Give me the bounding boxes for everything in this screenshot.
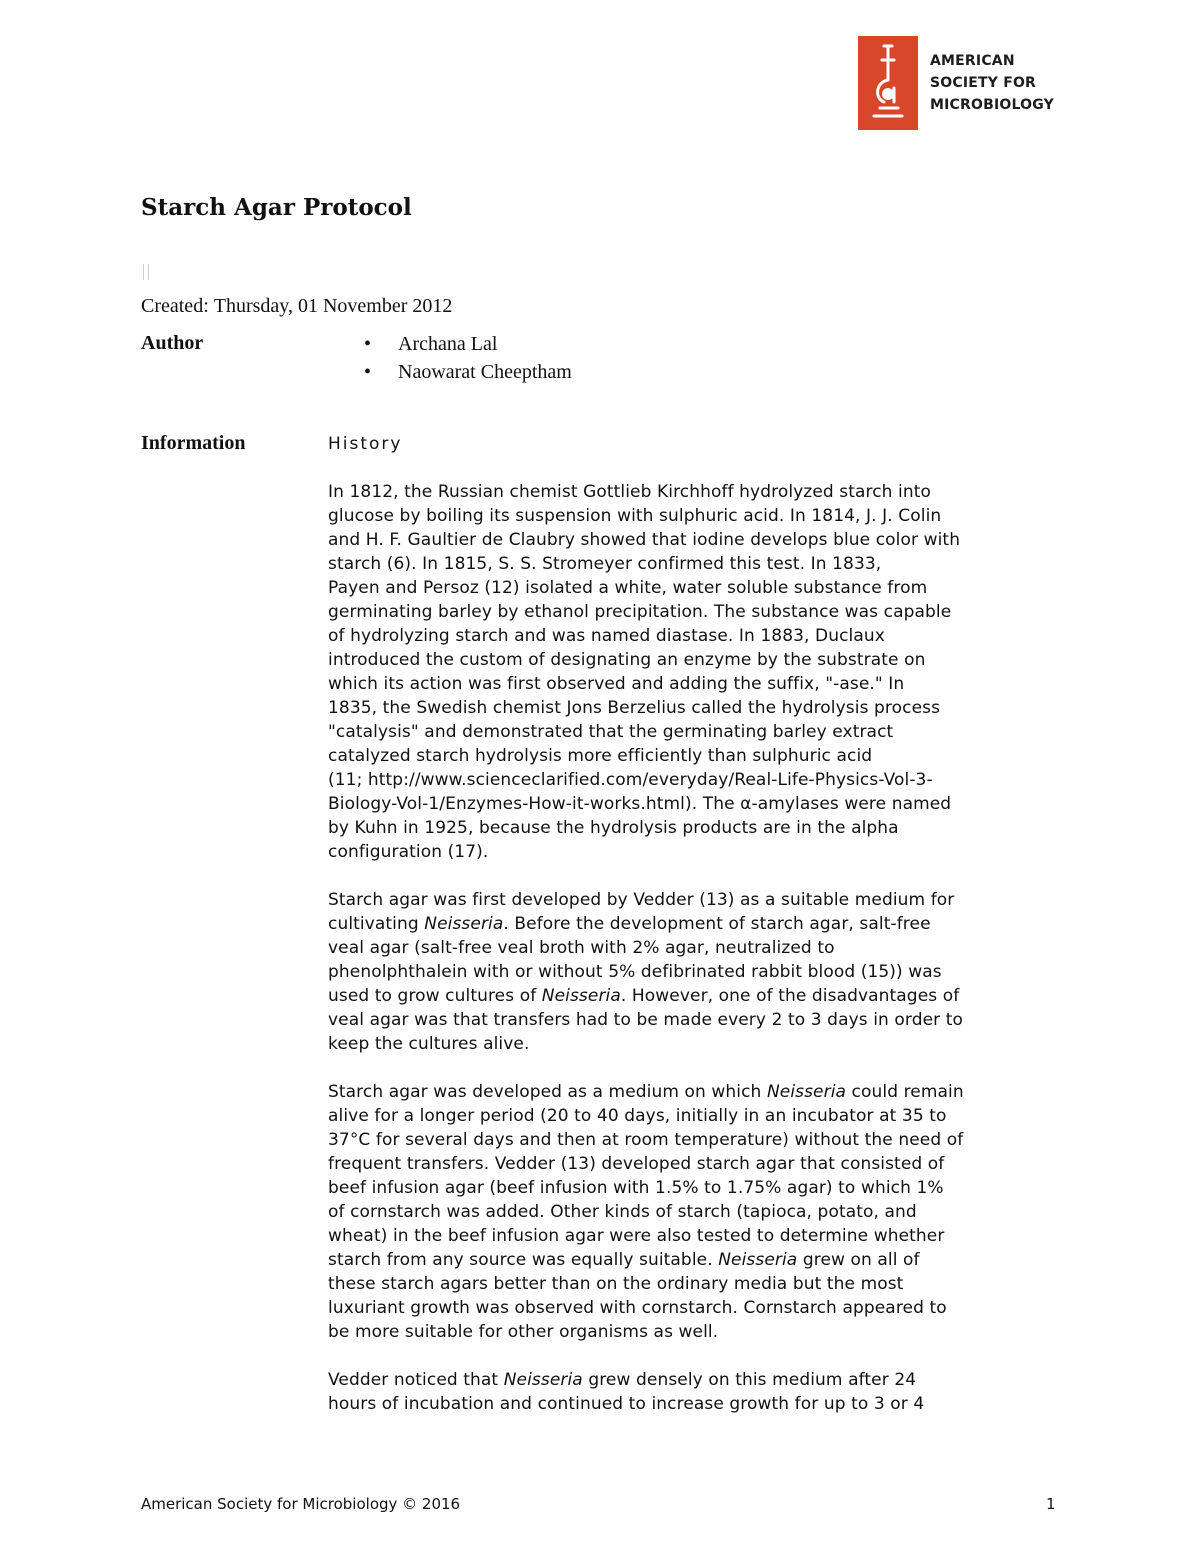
text-line: alive for a longer period (20 to 40 days, initially in an incubator at 35 to bbox=[328, 1106, 947, 1126]
text-line: luxuriant growth was observed with cornstarch. Cornstarch appeared to bbox=[328, 1298, 947, 1318]
text-line: Starch agar was first developed by Vedder (13) as a suitable medium for bbox=[328, 890, 955, 910]
paragraph bbox=[328, 1080, 1068, 1344]
text-line: of hydrolyzing starch and was named diastase. In 1883, Duclaux bbox=[328, 626, 885, 646]
author-name: Naowarat Cheeptham bbox=[398, 361, 572, 383]
logo-text bbox=[930, 50, 1054, 116]
paragraph bbox=[328, 1368, 1068, 1416]
created-date: Thursday, 01 November 2012 bbox=[213, 295, 453, 317]
footer-copyright: American Society for Microbiology © 2016 bbox=[141, 1495, 461, 1513]
text-line: beef infusion agar (beef infusion with 1.5% to 1.75% agar) to which 1% bbox=[328, 1178, 944, 1198]
created-label: Created: bbox=[141, 295, 209, 317]
information-label: Information bbox=[141, 432, 246, 454]
text-line: be more suitable for other organisms as well. bbox=[328, 1322, 719, 1342]
section-heading: History bbox=[328, 434, 403, 454]
text-line: hours of incubation and continued to increase growth for up to 3 or 4 bbox=[328, 1394, 925, 1414]
text-line: starch from any source was equally suitable. Neisseria grew on all of bbox=[328, 1250, 920, 1270]
text-line: cultivating Neisseria. Before the development of starch agar, salt-free bbox=[328, 914, 931, 934]
text-line: Payen and Persoz (12) isolated a white, water soluble substance from bbox=[328, 578, 928, 598]
text-line: which its action was first observed and adding the suffix, "-ase." In bbox=[328, 674, 905, 694]
text-line: starch (6). In 1815, S. S. Stromeyer confirmed this test. In 1833, bbox=[328, 554, 882, 574]
text-line: Vedder noticed that Neisseria grew densely on this medium after 24 bbox=[328, 1370, 917, 1390]
text-line: veal agar was that transfers had to be made every 2 to 3 days in order to bbox=[328, 1010, 964, 1030]
logo-line: MICROBIOLOGY bbox=[930, 97, 1054, 113]
logo-line: AMERICAN bbox=[930, 53, 1015, 69]
history-paragraphs bbox=[328, 480, 1068, 1416]
bullet-icon: • bbox=[364, 333, 372, 355]
asm-logo bbox=[858, 36, 1054, 130]
author-item bbox=[364, 360, 572, 388]
text-line: of cornstarch was added. Other kinds of starch (tapioca, potato, and bbox=[328, 1202, 917, 1222]
text-line: introduced the custom of designating an enzyme by the substrate on bbox=[328, 650, 926, 670]
author-label: Author bbox=[141, 332, 204, 354]
text-line: by Kuhn in 1925, because the hydrolysis products are in the alpha bbox=[328, 818, 899, 838]
text-line: frequent transfers. Vedder (13) developed starch agar that consisted of bbox=[328, 1154, 945, 1174]
text-line: catalyzed starch hydrolysis more efficiently than sulphuric acid bbox=[328, 746, 873, 766]
text-line: 37°C for several days and then at room temperature) without the need of bbox=[328, 1130, 964, 1150]
text-line: glucose by boiling its suspension with sulphuric acid. In 1814, J. J. Colin bbox=[328, 506, 942, 526]
microscope-icon bbox=[858, 36, 918, 130]
text-cursor-marker bbox=[141, 264, 151, 280]
paragraph bbox=[328, 888, 1068, 1056]
text-line: configuration (17). bbox=[328, 842, 489, 862]
information-content bbox=[328, 434, 1068, 1440]
logo-line: SOCIETY FOR bbox=[930, 75, 1037, 91]
text-line: veal agar (salt-free veal broth with 2% agar, neutralized to bbox=[328, 938, 835, 958]
text-line: "catalysis" and demonstrated that the germinating barley extract bbox=[328, 722, 894, 742]
author-name: Archana Lal bbox=[398, 333, 498, 355]
text-line: used to grow cultures of Neisseria. However, one of the disadvantages of bbox=[328, 986, 960, 1006]
paragraph bbox=[328, 480, 1068, 864]
text-line: In 1812, the Russian chemist Gottlieb Kirchhoff hydrolyzed starch into bbox=[328, 482, 932, 502]
text-line: Starch agar was developed as a medium on which Neisseria could remain bbox=[328, 1082, 964, 1102]
bullet-icon: • bbox=[364, 361, 372, 383]
text-line: Biology-Vol-1/Enzymes-How-it-works.html). The α-amylases were named bbox=[328, 794, 952, 814]
page-number: 1 bbox=[1046, 1495, 1056, 1513]
page-title: Starch Agar Protocol bbox=[141, 194, 412, 221]
text-line: and H. F. Gaultier de Claubry showed that iodine develops blue color with bbox=[328, 530, 961, 550]
text-line: phenolphthalein with or without 5% defibrinated rabbit blood (15)) was bbox=[328, 962, 942, 982]
author-list bbox=[364, 332, 572, 388]
text-line: wheat) in the beef infusion agar were also tested to determine whether bbox=[328, 1226, 945, 1246]
author-item bbox=[364, 332, 572, 360]
text-line: germinating barley by ethanol precipitation. The substance was capable bbox=[328, 602, 952, 622]
text-line: these starch agars better than on the ordinary media but the most bbox=[328, 1274, 904, 1294]
text-line: (11; http://www.scienceclarified.com/everyday/Real-Life-Physics-Vol-3- bbox=[328, 770, 933, 790]
created-line bbox=[141, 295, 457, 318]
text-line: 1835, the Swedish chemist Jons Berzelius called the hydrolysis process bbox=[328, 698, 941, 718]
text-line: keep the cultures alive. bbox=[328, 1034, 530, 1054]
